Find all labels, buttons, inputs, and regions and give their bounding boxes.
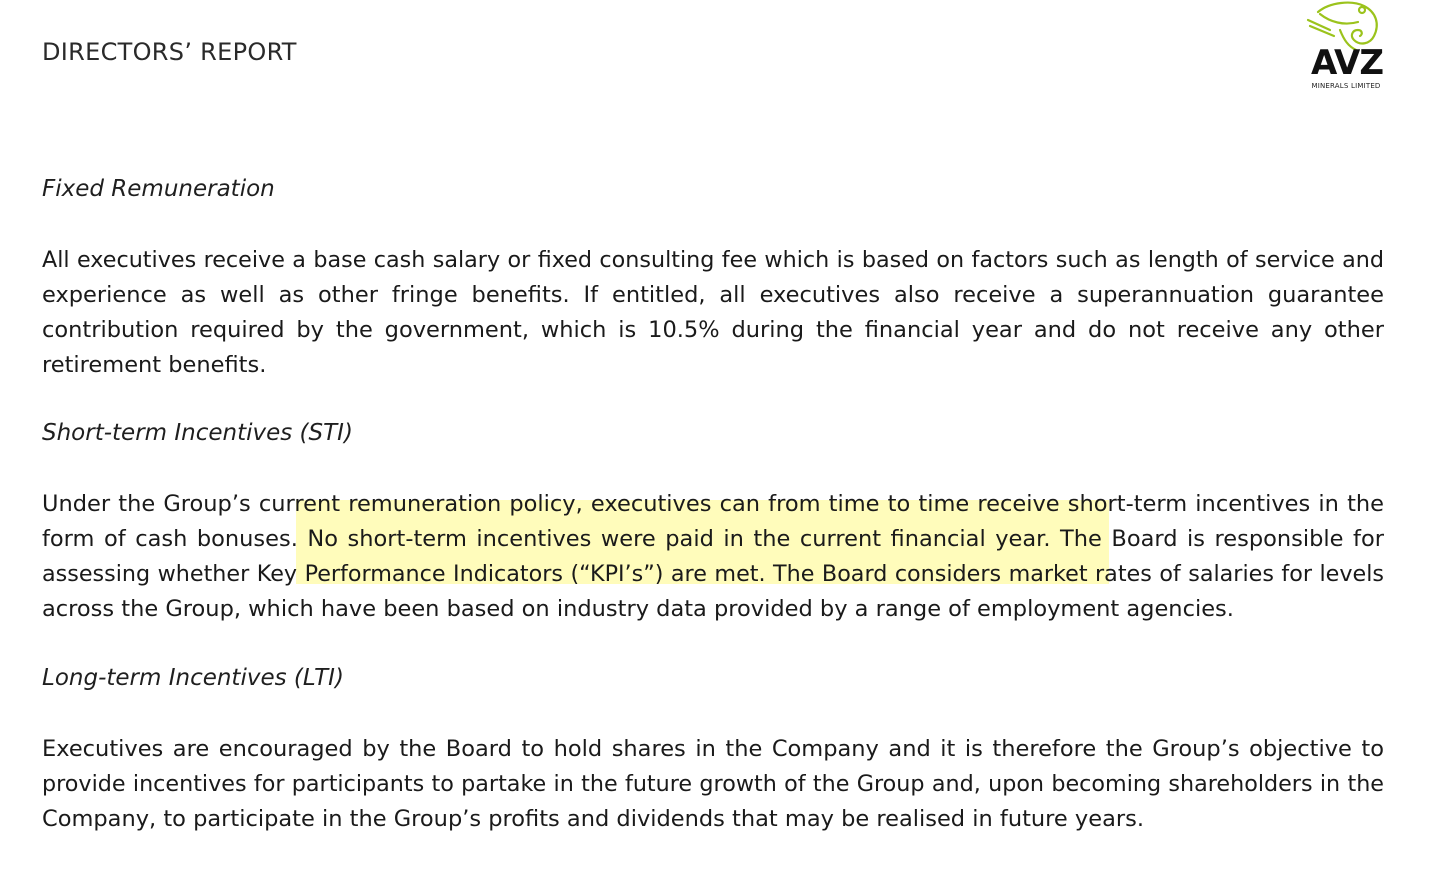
paragraph-line: contribution required by the government, which is 10.5% during the financial year and do not receive any other — [42, 317, 1384, 343]
section-heading-fixed-remuneration: Fixed Remuneration — [42, 176, 275, 202]
paragraph-line: experience as well as other fringe benefits. If entitled, all executives also receive a superannuation guarantee — [42, 282, 1384, 308]
paragraph-sti — [42, 487, 1384, 627]
page-title: DIRECTORS’ REPORT — [42, 38, 297, 66]
paragraph-line: form of cash bonuses. No short-term incentives were paid in the current financial year. The Board is responsible for — [42, 526, 1384, 552]
logo-wordmark: AVZ — [1311, 43, 1383, 83]
paragraph-fixed-remuneration — [42, 243, 1384, 383]
paragraph-line: Executives are encouraged by the Board to hold shares in the Company and it is therefore the Group’s objective to — [42, 736, 1384, 762]
paragraph-line: provide incentives for participants to partake in the future growth of the Group and, upon becoming shareholders in the — [42, 771, 1384, 797]
paragraph-line: retirement benefits. — [42, 352, 267, 378]
paragraph-line: across the Group, which have been based on industry data provided by a range of employment agencies. — [42, 596, 1234, 622]
section-heading-sti: Short-term Incentives (STI) — [42, 420, 353, 446]
paragraph-line: Under the Group’s current remuneration policy, executives can from time to time receive short-term incentives in the — [42, 491, 1384, 517]
paragraph-line: Company, to participate in the Group’s profits and dividends that may be realised in future years. — [42, 806, 1144, 832]
section-heading-lti: Long-term Incentives (LTI) — [42, 665, 344, 691]
paragraph-lti — [42, 732, 1384, 837]
paragraph-line: All executives receive a base cash salary or fixed consulting fee which is based on factors such as length of service and — [42, 247, 1384, 273]
paragraph-line: assessing whether Key Performance Indicators (“KPI’s”) are met. The Board considers market rates of salaries for levels — [42, 561, 1384, 587]
logo-subtext: MINERALS LIMITED — [1311, 82, 1381, 90]
company-logo — [1300, 0, 1390, 96]
